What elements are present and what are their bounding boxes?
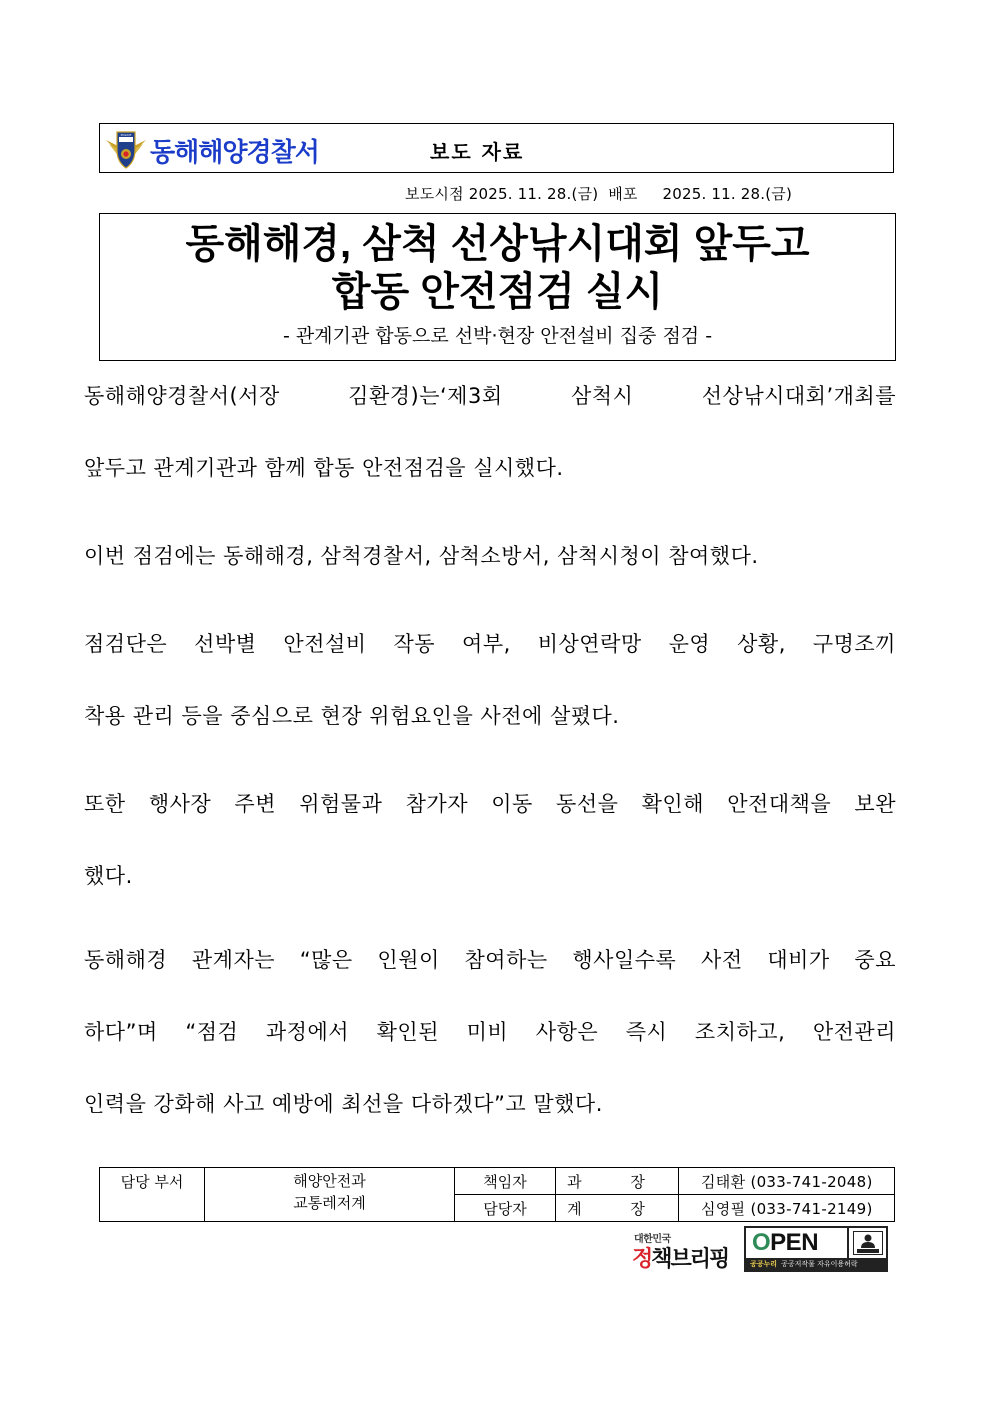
- paragraph-3-line-1: 점검단은 선박별 안전설비 작동 여부, 비상연락망 운영 상황, 구명조끼: [84, 632, 896, 656]
- kogl-strip-text: 공공저작물 자유이용허락: [781, 1260, 858, 1268]
- footer-logos: [628, 1226, 890, 1274]
- policy-briefing-rest: 책브리핑: [651, 1247, 729, 1272]
- paragraph-2-line-1: 이번 점검에는 동해해경, 삼척경찰서, 삼척소방서, 삼척시청이 참여했다.: [84, 544, 759, 568]
- paragraph-1-line-1: 동해해양경찰서(서장 김환경)는‘제3회 삼척시 선상낚시대회’개최를: [84, 384, 896, 408]
- kogl-strip: [746, 1258, 886, 1270]
- press-release-header: [99, 123, 894, 173]
- svg-text:POLICE: POLICE: [120, 133, 132, 137]
- contact-title: 계 장: [556, 1195, 679, 1222]
- headline-line-2: 합동 안전점검 실시: [331, 270, 664, 314]
- paragraph-5-line-1: 동해해경 관계자는 “많은 인원이 참여하는 행사일수록 사전 대비가 중요: [84, 948, 896, 972]
- contact-row: [100, 1168, 895, 1195]
- paragraph-4-line-1: 또한 행사장 주변 위험물과 참가자 이동 동선을 확인해 안전대책을 보완: [84, 792, 896, 816]
- headline-line-1: 동해해경, 삼척 선상낚시대회 앞두고: [185, 222, 810, 266]
- open-rest-letters: PEN: [770, 1229, 819, 1256]
- dept-label: 담당 부서: [100, 1168, 205, 1222]
- policy-briefing-logo: [628, 1226, 740, 1274]
- contact-person: 심영필 (033-741-2149): [679, 1195, 895, 1222]
- policy-briefing-red-char: 정: [632, 1247, 652, 1272]
- paragraph-5-line-3: 인력을 강화해 사고 예방에 최선을 다하겠다”고 말했다.: [84, 1092, 603, 1116]
- dept-name: [205, 1168, 455, 1222]
- release-date-line: 보도시점 2025. 11. 28.(금) 배포 2025. 11. 28.(금): [405, 185, 793, 203]
- contact-title: 과 장: [556, 1168, 679, 1195]
- kogl-strip-bold: 공공누리: [750, 1260, 778, 1268]
- open-logo-text: [752, 1229, 818, 1257]
- coast-guard-emblem-icon: [104, 128, 148, 170]
- kogl-open-badge: [744, 1226, 888, 1272]
- attribution-person-icon: [853, 1231, 883, 1255]
- open-o-letter: O: [752, 1229, 771, 1256]
- dept-name-line-2: 교통레저계: [293, 1194, 366, 1212]
- paragraph-1-line-2: 앞두고 관계기관과 함께 합동 안전점검을 실시했다.: [84, 456, 564, 480]
- contact-role: 책임자: [455, 1168, 556, 1195]
- dept-name-line-1: 해양안전과: [293, 1172, 366, 1190]
- paragraph-4-line-2: 했다.: [84, 864, 133, 888]
- contact-role: 담당자: [455, 1195, 556, 1222]
- press-release-label: 보도 자료: [430, 140, 525, 164]
- headline-box: [99, 213, 896, 361]
- policy-briefing-text: [632, 1242, 728, 1273]
- contact-person: 김태환 (033-741-2048): [679, 1168, 895, 1195]
- paragraph-3-line-2: 착용 관리 등을 중심으로 현장 위험요인을 사전에 살폈다.: [84, 704, 620, 728]
- contact-table: [99, 1167, 895, 1222]
- paragraph-5-line-2: 하다”며 “점검 과정에서 확인된 미비 사항은 즉시 조치하고, 안전관리: [84, 1020, 896, 1044]
- headline-subtitle: - 관계기관 합동으로 선박·현장 안전설비 집중 점검 -: [282, 325, 713, 347]
- badge-divider: [847, 1228, 849, 1258]
- policy-briefing-small-text: 대한민국: [634, 1234, 671, 1245]
- org-name: 동해해양경찰서: [150, 138, 319, 168]
